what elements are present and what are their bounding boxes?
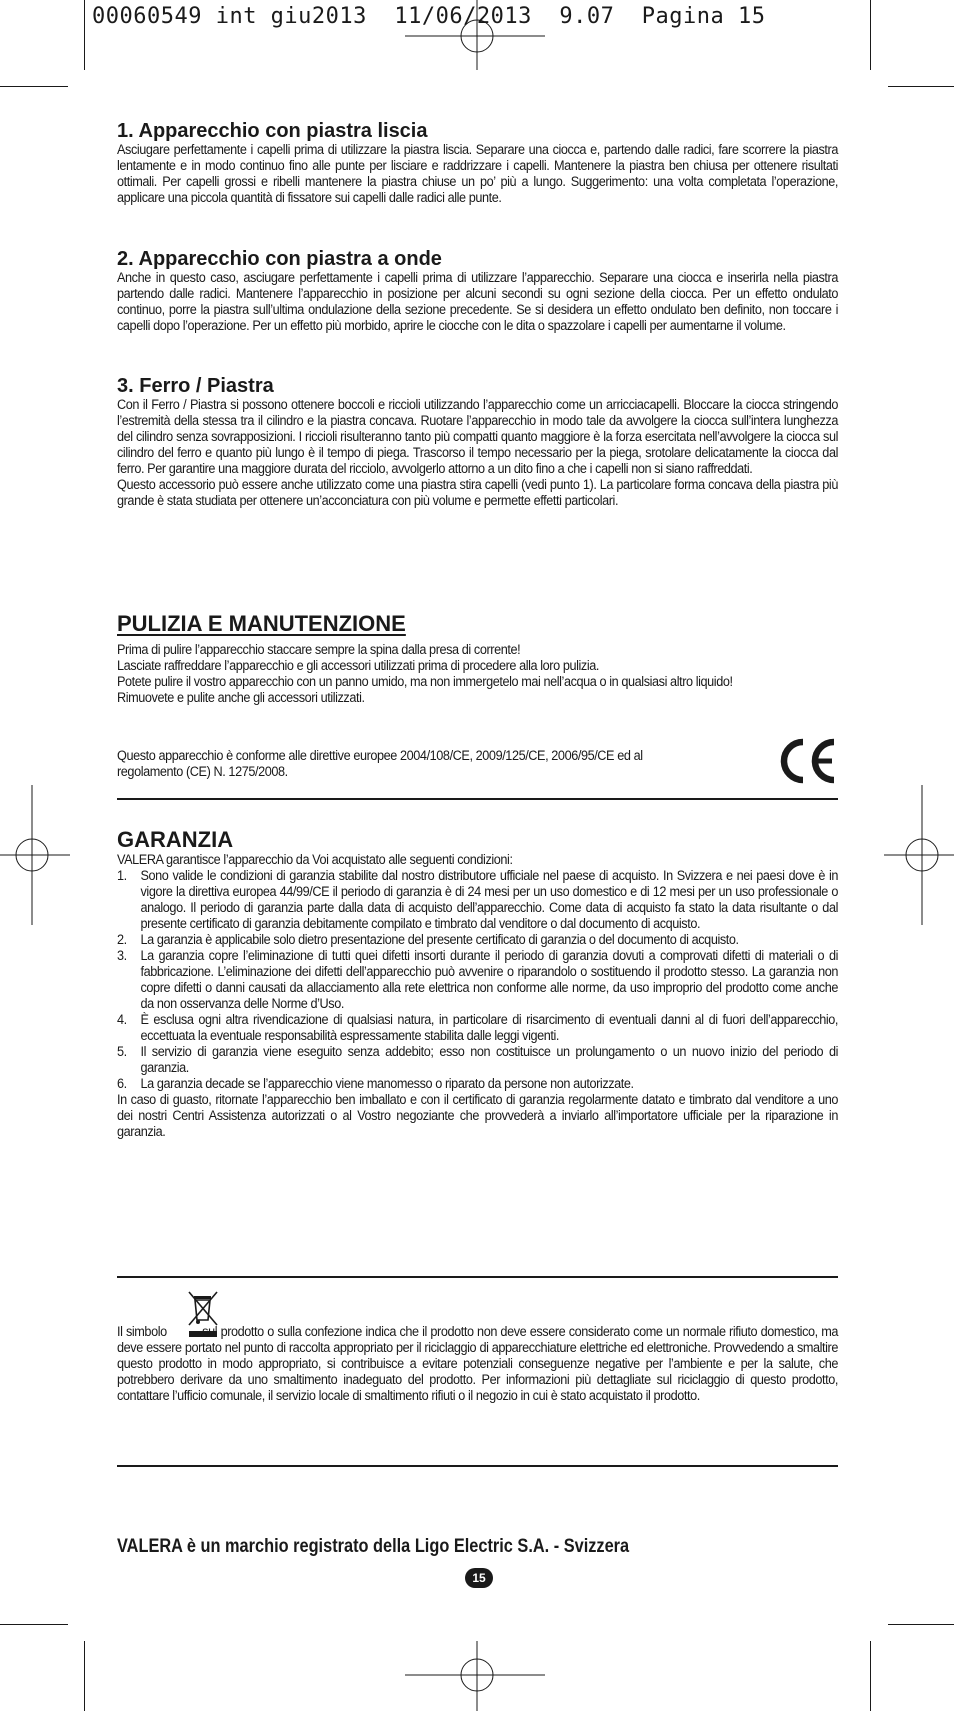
divider (117, 798, 838, 800)
list-number: 3. (117, 948, 127, 963)
disposal-body: sul prodotto o sulla confezione indica che il prodotto non deve essere considerato come un normale rifiuto domestico, ma deve essere portato nel punto di raccolta appropriato per il riciclaggio di apparecchiature elettriche ed elettroniche. Provvedendo a smaltire questo prodotto in modo appropriato, si contribuisce a evitare potenziali conseguenze negative per l’ambiente e per la salute, che potrebbero derivare da uno smaltimento inadeguato del prodotto. Per informazioni più dettagliate sul riciclaggio di questo prodotto, contattare l’ufficio comunale, il servizio locale di smaltimento rifiuti o il negozio in cui è stato acquistato il prodotto. (117, 1324, 838, 1403)
list-text: La garanzia copre l’eliminazione di tutti quei difetti insorti durante il periodo di garanzia dovuti a comprovati difetti di materiali o di fabbricazione. L’eliminazione dei difetti dell’apparecchio può avvenire o riparandolo o sostituendo il prodotto stesso. La garanzia non copre difetti o danni causati da allacciamento alla rete elettrica non conforme alle norme, da uso improprio del prodotto come anche da non osservanza delle Norme d’Uso. (140, 948, 838, 1011)
cleaning-line: Lasciate raffreddare l’apparecchio e gli accessori utilizzati prima di procedere alla loro pulizia. (117, 658, 599, 673)
warranty-conditions (117, 868, 838, 1092)
section-text: Questo accessorio può essere anche utilizzato come una piastra stira capelli (vedi punto 1). La particolare forma concava della piastra più grande è stata studiata per ottenere un’acconciatura con più volume e permette effetti particolari. (117, 477, 838, 508)
section-heading: PULIZIA E MANUTENZIONE (117, 611, 406, 636)
conformity-text: Questo apparecchio è conforme alle direttive europee 2004/108/CE, 2009/125/CE, 2006/95/CE ed al regolamento (CE) N. 1275/2008. (117, 748, 643, 779)
list-item (117, 948, 838, 1012)
cleaning-line: Potete pulire il vostro apparecchio con un panno umido, ma non immergetelo mai nell’acqua o in qualsiasi altro liquido! (117, 674, 733, 689)
list-item (117, 868, 838, 932)
section-pulizia (117, 612, 838, 706)
crop-mark (870, 1641, 871, 1711)
disposal-text (117, 1324, 838, 1404)
section-piastra-onde (117, 248, 838, 334)
crop-mark (870, 0, 871, 70)
page-number-badge: 15 (465, 1568, 493, 1588)
list-text: Sono valide le condizioni di garanzia stabilite dal nostro distributore ufficiale nel paese di acquisto. In Svizzera e nei paesi dove è in vigore la direttiva europea 44/99/CE il periodo di garanzia è di 24 mesi per un uso domestico e di 12 mesi per un uso professionale o analogo. Il periodo di garanzia parte dalla data di acquisto dell’apparecchio. Come data di acquisto fa stato la data risultante o dal presente certificato di garanzia debitamente compilato e timbrato dal venditore o dal documento di acquisto. (140, 868, 838, 931)
crop-mark (888, 1624, 954, 1625)
crop-mark (84, 1641, 85, 1711)
registration-crosshair-icon (884, 785, 954, 925)
section-garanzia (117, 828, 838, 1140)
list-text: Il servizio di garanzia viene eseguito senza addebito; esso non costituisce un prolungamento o un nuovo inizio del periodo di garanzia. (140, 1044, 838, 1075)
crop-mark (0, 86, 68, 87)
section-disposal (117, 1324, 838, 1404)
list-item (117, 1076, 838, 1092)
ce-mark-icon (776, 736, 840, 786)
list-number: 4. (117, 1012, 127, 1027)
section-heading: 3. Ferro / Piastra (117, 375, 274, 397)
section-ferro-piastra (117, 375, 838, 509)
conformity-statement (117, 748, 707, 780)
list-item (117, 1012, 838, 1044)
section-text: Con il Ferro / Piastra si possono ottenere boccoli e riccioli utilizzando l’apparecchio come un arricciacapelli. Bloccare la ciocca stringendo l’estremità della stessa tra il cilindro e la piastra concava. Ruotare l’apparecchio in modo tale da avvolgere la ciocca sull’intera lunghezza del cilindro senza sovrapposizioni. I riccioli risulteranno tanto più compatti quanto maggiore è la forza esercitata nell’avvolgere la ciocca sul cilindro del ferro e quanto più lungo è il tempo di piega. Trascorso il tempo necessario per la piega, srotolare delicatamente la ciocca dal ferro. Per garantire una maggiore durata del ricciolo, avvolgerlo attorno a un dito fino a che i capelli non si siano raffreddati. (117, 397, 838, 476)
crop-mark (888, 86, 954, 87)
divider (117, 1276, 838, 1278)
divider (117, 1465, 838, 1467)
section-heading: 1. Apparecchio con piastra liscia (117, 120, 428, 142)
section-piastra-liscia (117, 120, 838, 206)
registration-crosshair-icon (0, 785, 70, 925)
section-heading: GARANZIA (117, 827, 234, 852)
warranty-closing: In caso di guasto, ritornate l’apparecchio ben imballato e con il certificato di garanzia regolarmente datato e timbrato dal venditore a uno dei nostri Centri Assistenza autorizzati o al Vostro negoziante che provvederà a inviarlo all’importatore ufficiale per la riparazione in garanzia. (117, 1092, 838, 1139)
list-text: È esclusa ogni altra rivendicazione di qualsiasi natura, in particolare di risarcimento di eventuali danni al di fuori dell’apparecchio, eccettuata la eventuale responsabilità espressamente stabilita dalle leggi vigenti. (140, 1012, 838, 1043)
crop-mark (84, 0, 85, 70)
registration-crosshair-icon (405, 1641, 545, 1711)
warranty-intro: VALERA garantisce l’apparecchio da Voi acquistato alle seguenti condizioni: (117, 852, 513, 867)
print-slug-line: 00060549 int giu2013 11/06/2013 9.07 Pagina 15 (92, 4, 766, 29)
list-item (117, 932, 838, 948)
list-number: 2. (117, 932, 127, 947)
crop-mark (0, 1624, 68, 1625)
list-text: La garanzia è applicabile solo dietro presentazione del presente certificato di garanzia o del documento di acquisto. (140, 932, 739, 947)
cleaning-line: Prima di pulire l’apparecchio staccare sempre la spina dalla presa di corrente! (117, 642, 521, 657)
disposal-prefix: Il simbolo (117, 1324, 167, 1339)
list-number: 1. (117, 868, 127, 883)
cleaning-line: Rimuovete e pulite anche gli accessori utilizzati. (117, 690, 365, 705)
section-text: Asciugare perfettamente i capelli prima di utilizzare la piastra liscia. Separare una ciocca e, partendo dalle radici, fare scorrere la piastra lentamente e in modo continuo fino alle punte per lisciare e raddrizzare i capelli. Mantenere la piastra ben chiusa per ottenere risultati ottimali. Per capelli grossi e ribelli mantenere la piastra chiuse un po’ più a lungo. Suggerimento: una volta completata l’operazione, applicare una piccola quantità di fissatore sui capelli dalle radici alle punte. (117, 142, 838, 205)
brand-footer: VALERA è un marchio registrato della Ligo Electric S.A. - Svizzera (117, 1536, 630, 1557)
list-item (117, 1044, 838, 1076)
section-text: Anche in questo caso, asciugare perfettamente i capelli prima di utilizzare l’apparecchio. Separare una ciocca e inserirla nella piastra partendo dalle radici. Mantenere l’apparecchio in posizione per alcuni secondi su ogni sezione della ciocca. Per un effetto ondulato continuo, porre la piastra sull’ultima ondulazione della sezione precedente. Se si desidera un effetto ondulato ben definito, non toccare i capelli dopo l’operazione. Per un effetto più morbido, aprire le ciocche con le dita o spazzolare i capelli per aumentarne il volume. (117, 270, 838, 333)
section-heading: 2. Apparecchio con piastra a onde (117, 248, 442, 270)
list-number: 6. (117, 1076, 127, 1091)
list-text: La garanzia decade se l’apparecchio viene manomesso o riparato da persone non autorizzate. (140, 1076, 634, 1091)
list-number: 5. (117, 1044, 127, 1059)
